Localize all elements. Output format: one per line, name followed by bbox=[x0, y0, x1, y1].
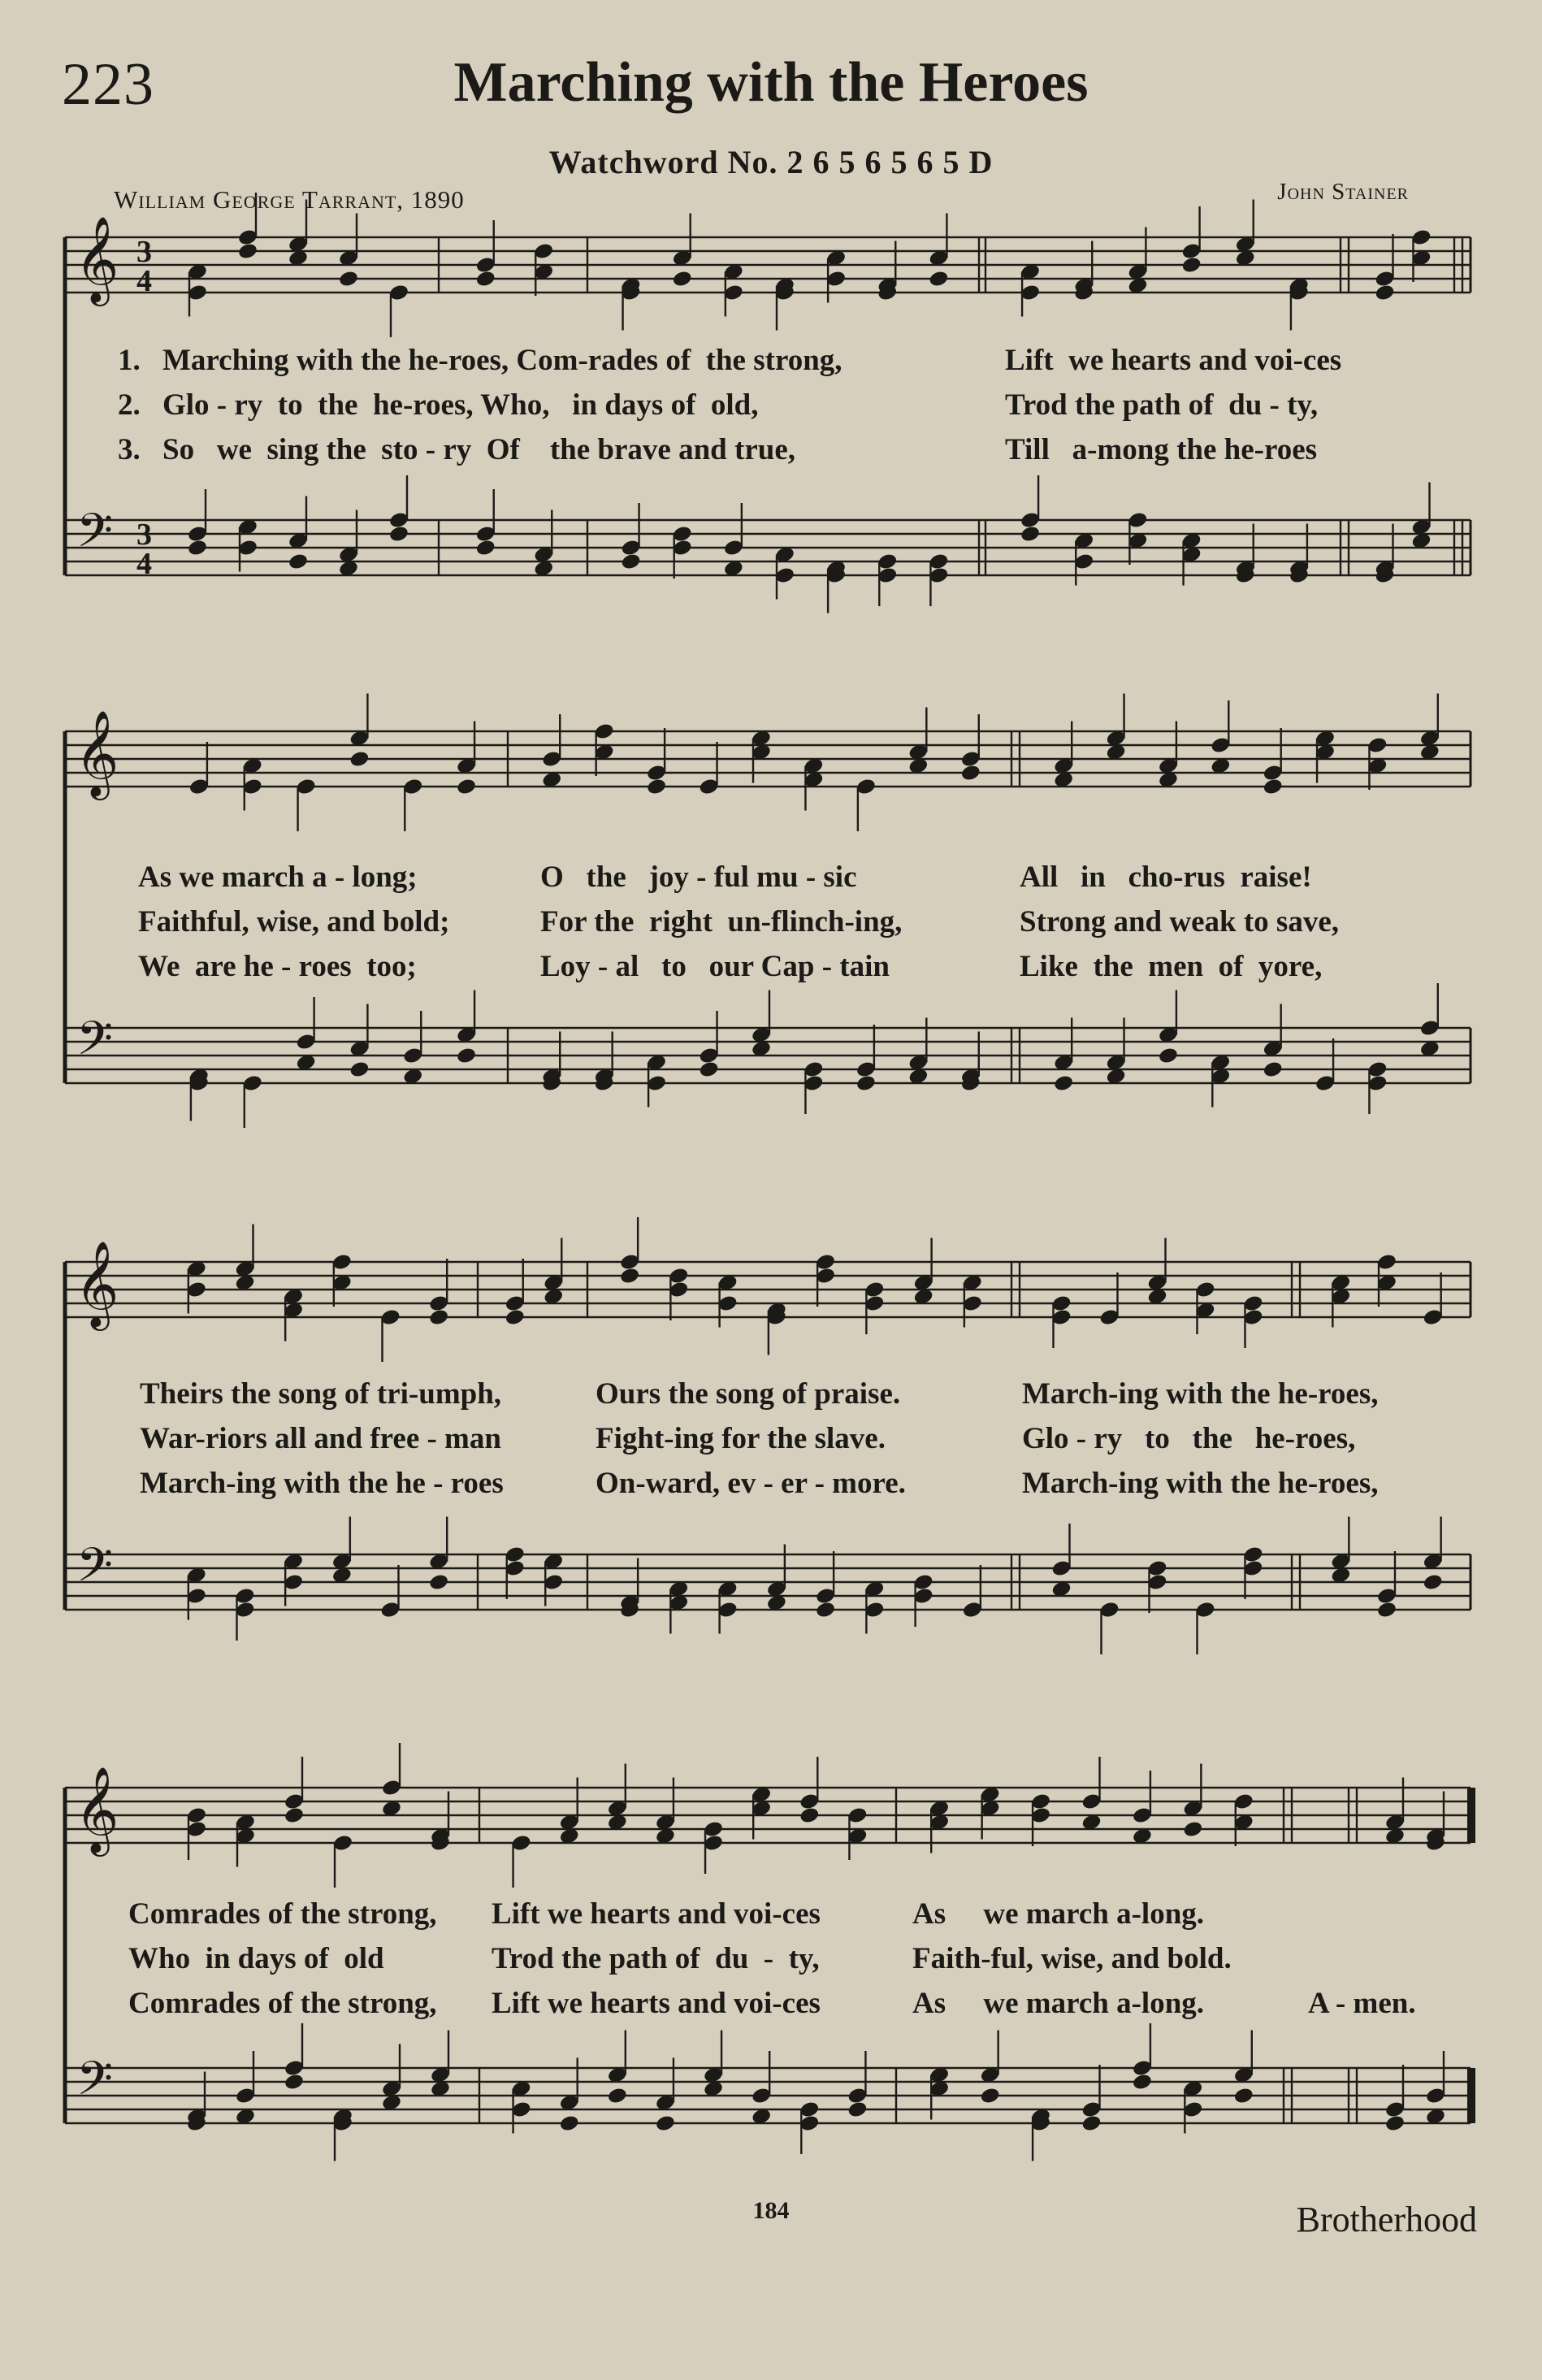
lyric-line: Till a-mong the he-roes bbox=[1005, 433, 1318, 466]
author-credit: William George Tarrant, 1890 bbox=[114, 185, 465, 214]
bass-notehead bbox=[607, 2087, 628, 2105]
bass-notehead bbox=[559, 2114, 580, 2133]
lyric-line: O the joy - ful mu - sic bbox=[540, 861, 857, 894]
treble-clef-icon: 𝄞 bbox=[75, 215, 119, 302]
composer-credit: John Stainer bbox=[1277, 179, 1409, 205]
bass-notehead bbox=[1384, 2114, 1406, 2133]
lyric-line: All in cho-rus raise! bbox=[1020, 861, 1312, 894]
bass-clef-icon: 𝄢 bbox=[76, 1011, 114, 1077]
lyric-line: March-ing with the he-roes, bbox=[1022, 1377, 1379, 1411]
bass-clef-icon: 𝄢 bbox=[76, 503, 114, 570]
lyric-line: As we march a - long; bbox=[138, 861, 418, 894]
tune-name: Watchword No. 2 6 5 6 5 6 5 D bbox=[548, 144, 994, 180]
bass-notehead bbox=[284, 2073, 305, 2092]
treble-notehead bbox=[799, 1806, 820, 1825]
lyric-line: 1. bbox=[118, 344, 141, 377]
hymn-title: Marching with the Heroes bbox=[453, 51, 1089, 114]
lyric-line: Like the men of yore, bbox=[1020, 950, 1323, 983]
lyric-line: Loy - al to our Cap - tain bbox=[540, 950, 890, 983]
bass-clef-icon: 𝄢 bbox=[76, 2051, 114, 2118]
bass-notehead bbox=[655, 2114, 676, 2133]
hymn-number: 223 bbox=[62, 51, 154, 118]
lyric-line: 3. bbox=[118, 433, 141, 466]
lyric-line: Lift we hearts and voi-ces bbox=[492, 1987, 821, 2020]
lyric-line: Comrades of the strong, bbox=[128, 1897, 437, 1931]
final-barline bbox=[1467, 2068, 1475, 2123]
lyric-line: Faithful, wise, and bold; bbox=[138, 905, 450, 939]
lyric-line: Trod the path of du - ty, bbox=[1005, 388, 1319, 422]
lyric-line: Faith-ful, wise, and bold. bbox=[912, 1942, 1232, 1975]
bass-notehead bbox=[980, 2087, 1001, 2105]
lyric-line: Lift we hearts and voi-ces bbox=[1005, 344, 1342, 377]
bass-notehead bbox=[1233, 2087, 1254, 2105]
bass-notehead bbox=[847, 2100, 868, 2119]
treble-notehead bbox=[284, 1806, 305, 1825]
lyric-line: As we march a-long. bbox=[912, 1897, 1205, 1931]
lyric-line: So we sing the sto - ry Of the brave and true, bbox=[162, 433, 796, 466]
time-signature-bottom: 4 bbox=[136, 547, 152, 581]
lyric-line: March-ing with the he-roes, bbox=[1022, 1467, 1379, 1500]
treble-clef-icon: 𝄞 bbox=[75, 1240, 119, 1327]
lyric-line: War-riors all and free - man bbox=[140, 1422, 501, 1455]
lyric-line: Theirs the song of tri-umph, bbox=[140, 1377, 502, 1411]
lyric-line: For the right un-flinch-ing, bbox=[540, 905, 903, 939]
lyric-line: Strong and weak to save, bbox=[1020, 905, 1339, 939]
lyric-line: A - men. bbox=[1308, 1987, 1416, 2020]
lyric-line: On-ward, ev - er - more. bbox=[596, 1467, 906, 1500]
lyric-line: Trod the path of du - ty, bbox=[492, 1942, 820, 1975]
treble-notehead bbox=[1182, 1820, 1203, 1839]
bass-notehead bbox=[1081, 2114, 1102, 2133]
category-label: Brotherhood bbox=[1296, 2200, 1477, 2239]
lyric-line: March-ing with the he - roes bbox=[140, 1467, 504, 1500]
lyric-line: Glo - ry to the he-roes, bbox=[1022, 1422, 1356, 1455]
time-signature-top: 3 bbox=[136, 518, 152, 552]
lyric-line: Glo - ry to the he-roes, Who, in days of old, bbox=[162, 388, 759, 422]
lyric-line: Fight-ing for the slave. bbox=[596, 1422, 886, 1455]
time-signature-bottom: 4 bbox=[136, 264, 152, 298]
lyric-line: Ours the song of praise. bbox=[596, 1377, 901, 1411]
lyric-line: 2. bbox=[118, 388, 141, 422]
lyric-line: Who in days of old bbox=[128, 1942, 384, 1975]
treble-clef-icon: 𝄞 bbox=[75, 709, 119, 796]
treble-clef-icon: 𝄞 bbox=[75, 1766, 119, 1853]
page-number: 184 bbox=[752, 2197, 790, 2224]
time-signature-top: 3 bbox=[136, 235, 152, 269]
lyric-line: We are he - roes too; bbox=[138, 950, 417, 983]
bass-notehead bbox=[1132, 2073, 1153, 2092]
lyric-line: Marching with the he-roes, Com-rades of the strong, bbox=[162, 344, 842, 377]
lyric-line: Comrades of the strong, bbox=[128, 1987, 437, 2020]
final-barline bbox=[1467, 1788, 1475, 1843]
lyric-line: Lift we hearts and voi-ces bbox=[492, 1897, 821, 1931]
lyric-line: As we march a-long. bbox=[912, 1987, 1205, 2020]
bass-clef-icon: 𝄢 bbox=[76, 1537, 114, 1604]
